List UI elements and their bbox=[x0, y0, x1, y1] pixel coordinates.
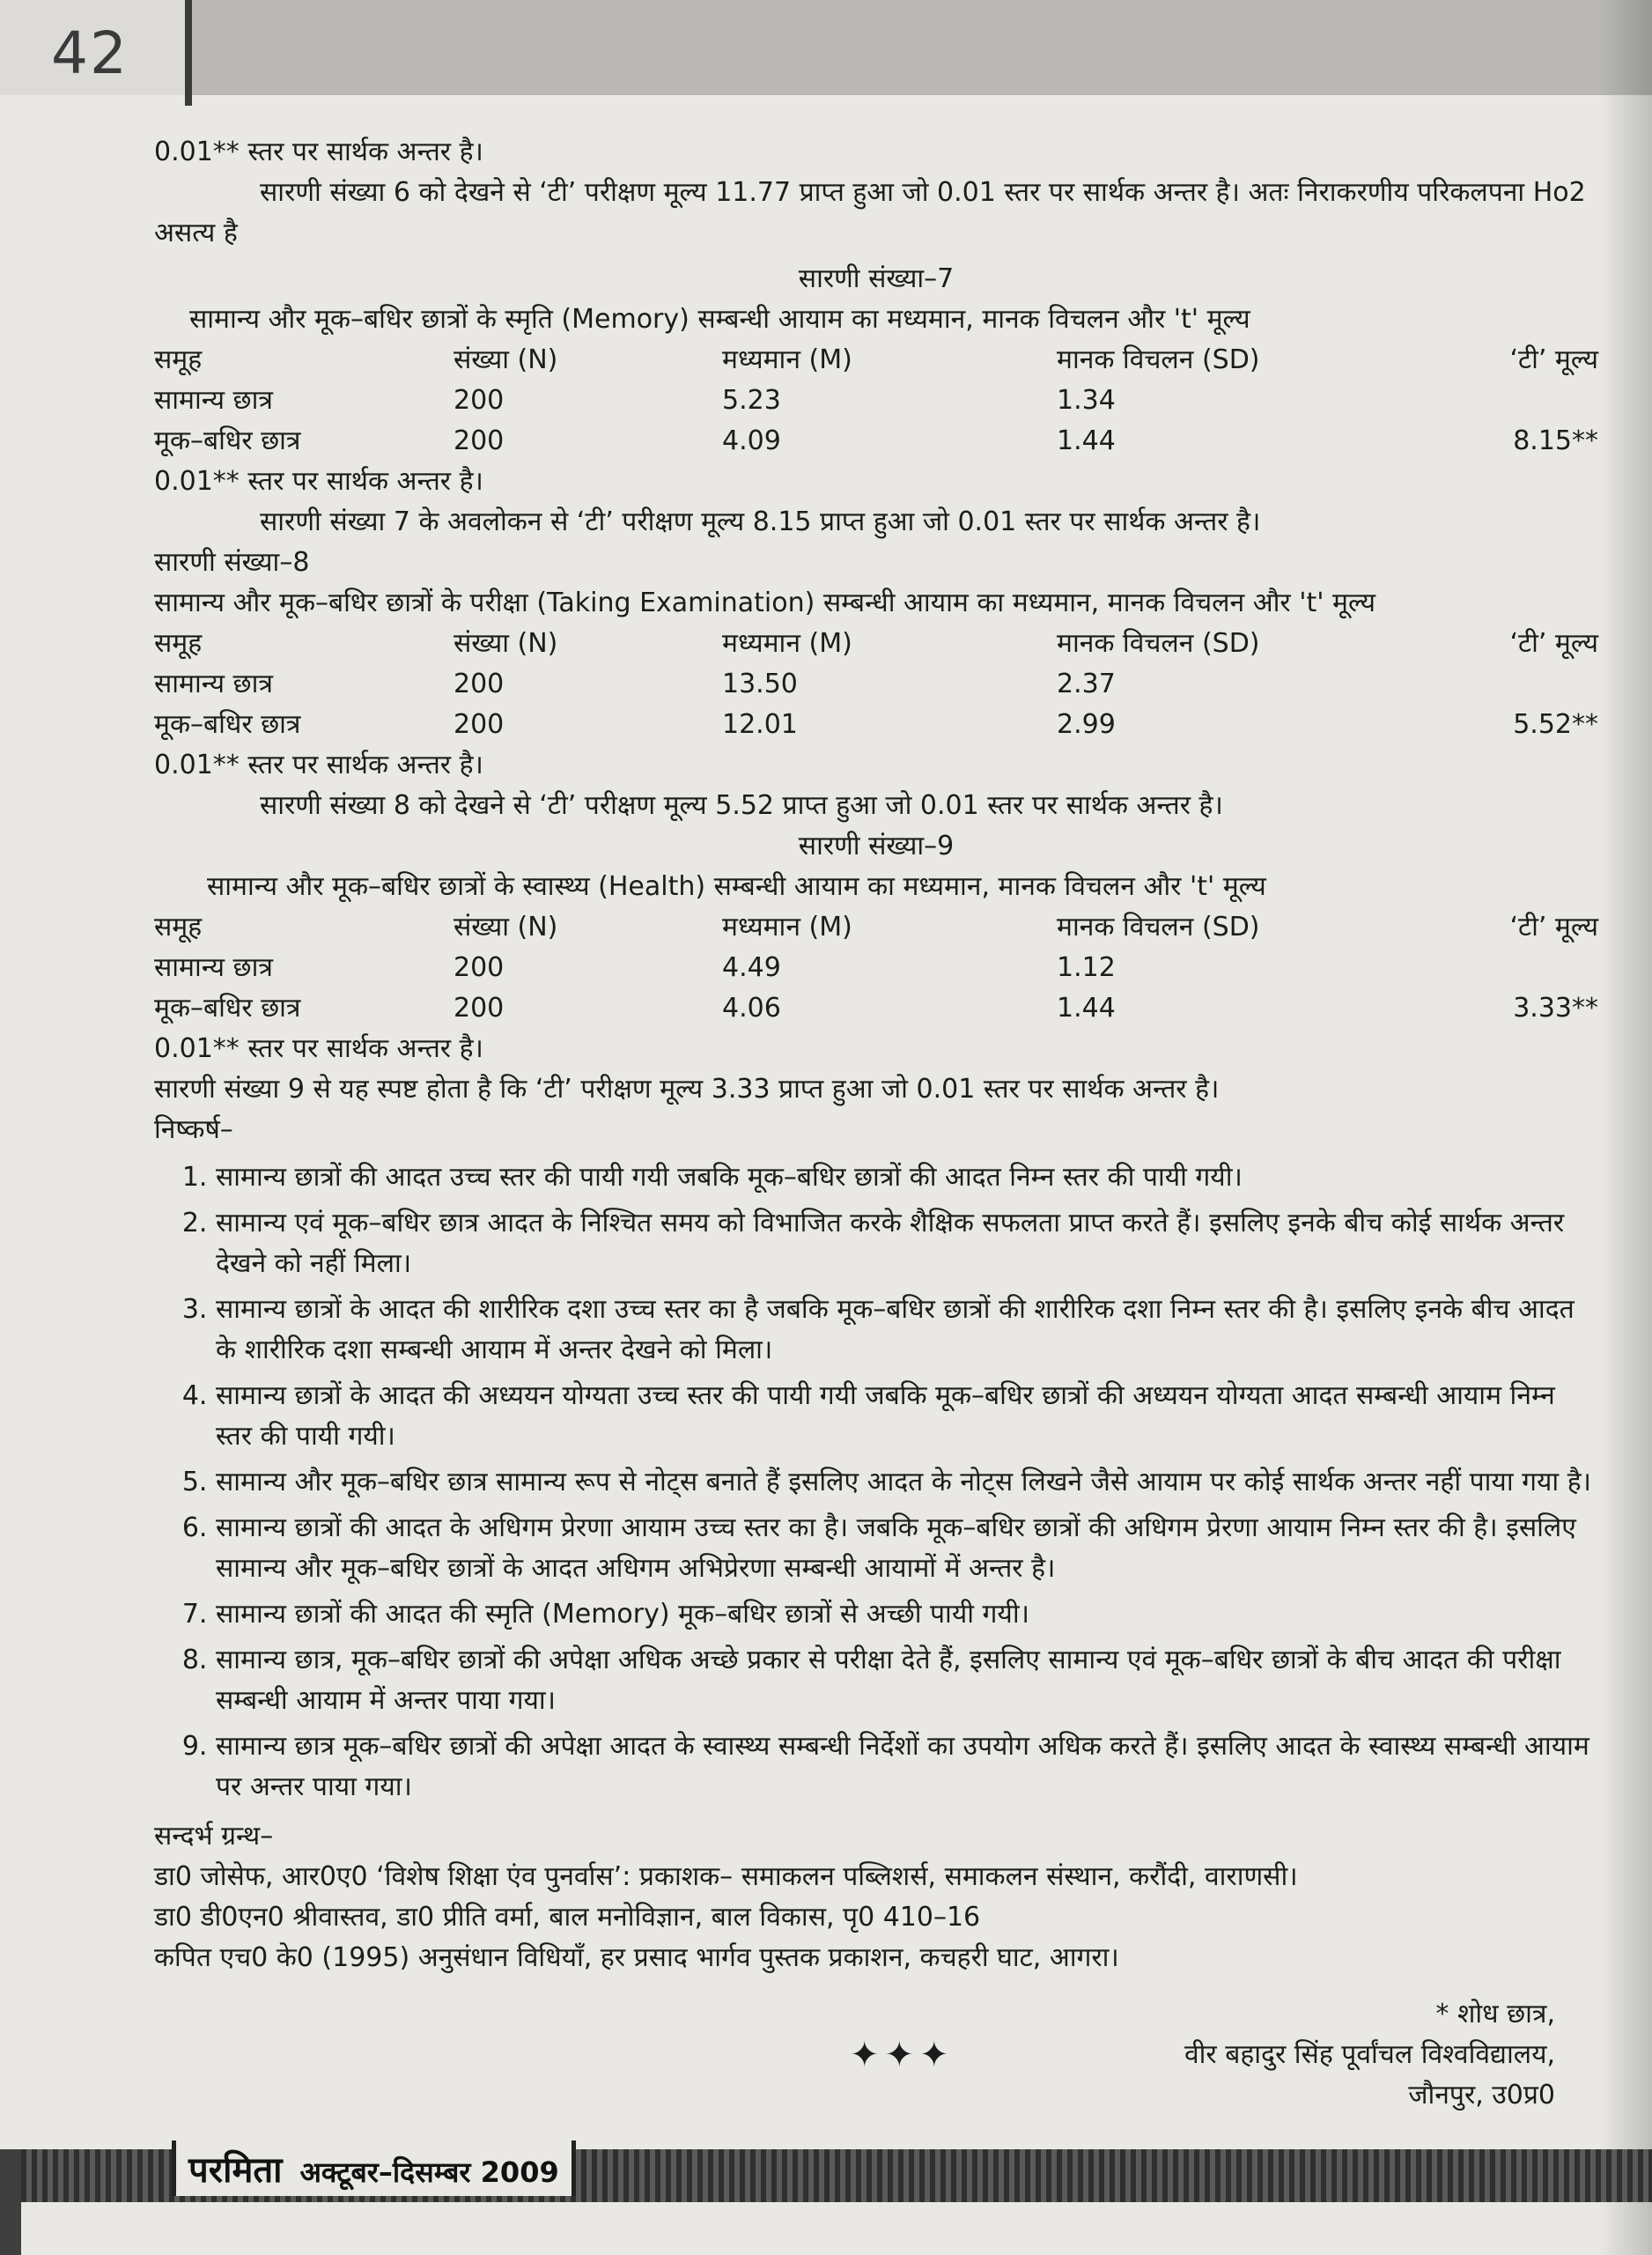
header-sd: मानक विचलन (SD) bbox=[1057, 628, 1260, 659]
cell-group: मूक–बधिर छात्र bbox=[154, 425, 301, 456]
cell-t bbox=[1427, 948, 1598, 988]
header-sd: मानक विचलन (SD) bbox=[1057, 344, 1260, 375]
header-t: ‘टी’ मूल्य bbox=[1509, 912, 1598, 943]
table-row bbox=[154, 381, 1598, 421]
footer-corner bbox=[0, 2149, 21, 2255]
table-header-row bbox=[154, 624, 1598, 664]
affiliation-role: * शोध छात्र, bbox=[1435, 1999, 1555, 2030]
author-affiliation bbox=[1184, 1994, 1555, 2116]
table-8 bbox=[154, 624, 1598, 745]
cell-n: 200 bbox=[454, 993, 505, 1024]
table-8-finding: सारणी संख्या 8 को देखने से ‘टी’ परीक्षण मूल्य 5.52 प्राप्त हुआ जो 0.01 स्तर पर सार्थक अन्तर है। bbox=[260, 790, 1223, 821]
header-mean: मध्यमान (M) bbox=[722, 344, 852, 375]
affiliation-city: जौनपुर, उ0प्र0 bbox=[1408, 2080, 1555, 2111]
cell-sd: 1.12 bbox=[1057, 952, 1116, 983]
header-sd: मानक विचलन (SD) bbox=[1057, 912, 1260, 943]
cell-sd: 2.37 bbox=[1057, 669, 1116, 699]
journal-issue: अक्टूबर–दिसम्बर 2009 bbox=[299, 2155, 559, 2189]
reference-item: डा0 डी0एन0 श्रीवास्तव, डा0 प्रीति वर्मा, बाल मनोविज्ञान, बाल विकास, पृ0 410–16 bbox=[154, 1902, 981, 1933]
journal-name: परमिता bbox=[188, 2150, 283, 2191]
cell-mean: 13.50 bbox=[722, 669, 798, 699]
table-7-sig-note: 0.01** स्तर पर सार्थक अन्तर है। bbox=[154, 466, 483, 497]
header-group: समूह bbox=[154, 912, 203, 943]
header-t: ‘टी’ मूल्य bbox=[1509, 344, 1598, 375]
list-item: 7. सामान्य छात्रों की आदत की स्मृति (Memory) मूक–बधिर छात्रों से अच्छी पायी गयी। bbox=[216, 1594, 1598, 1635]
table-row bbox=[154, 988, 1598, 1029]
table-row bbox=[154, 664, 1598, 705]
list-item: 5. सामान्य और मूक–बधिर छात्र सामान्य रूप से नोट्स बनाते हैं इसलिए आदत के नोट्स लिखने जैसे आयाम पर कोई सार्थक अन्तर नहीं पाया गया है। bbox=[216, 1462, 1598, 1503]
cell-group: मूक–बधिर छात्र bbox=[154, 993, 301, 1024]
cell-t: 5.52** bbox=[1513, 709, 1598, 740]
cell-group: सामान्य छात्र bbox=[154, 952, 273, 983]
table-9-block bbox=[154, 826, 1598, 1110]
header-group: समूह bbox=[154, 628, 203, 659]
table-header-row bbox=[154, 340, 1598, 381]
conclusions-list bbox=[154, 1157, 1598, 1808]
list-item: 6. सामान्य छात्रों की आदत के अधिगम प्रेरणा आयाम उच्च स्तर का है। जबकि मूक–बधिर छात्रों की अधिगम प्रेरणा आयाम निम्न स्तर की है। इसलिए सामान्य और मूक–बधिर छात्रों के आदत अधिगम अभिप्रेरणा सम्बन्धी आयामों में अन्तर है। bbox=[216, 1508, 1598, 1589]
cell-sd: 1.44 bbox=[1057, 425, 1116, 456]
cell-sd: 1.34 bbox=[1057, 385, 1116, 416]
article-body bbox=[154, 132, 1598, 1978]
cell-t bbox=[1427, 664, 1598, 705]
reference-item: कपित एच0 के0 (1995) अनुसंधान विधियाँ, हर प्रसाद भार्गव पुस्तक प्रकाशन, कचहरी घाट, आगरा। bbox=[154, 1942, 1119, 1973]
list-item: 2. सामान्य एवं मूक–बधिर छात्र आदत के निश्चित समय को विभाजित करके शैक्षिक सफलता प्राप्त करते हैं। इसलिए इनके बीच कोई सार्थक अन्तर देखने को नहीं मिला। bbox=[216, 1203, 1598, 1284]
list-item: 9. सामान्य छात्र मूक–बधिर छात्रों की अपेक्षा आदत के स्वास्थ्य सम्बन्धी निर्देशों का उपयोग अधिक करते हैं। इसलिए आदत के स्वास्थ्य सम्बन्धी आयाम पर अन्तर पाया गया। bbox=[216, 1726, 1598, 1808]
conclusions-heading: निष्कर्ष– bbox=[154, 1114, 233, 1145]
cell-group: मूक–बधिर छात्र bbox=[154, 709, 301, 740]
header-t: ‘टी’ मूल्य bbox=[1509, 628, 1598, 659]
table-8-block bbox=[154, 543, 1598, 826]
list-item: 4. सामान्य छात्रों के आदत की अध्ययन योग्यता उच्च स्तर की पायी गयी जबकि मूक–बधिर छात्रों की अध्ययन योग्यता आदत सम्बन्धी आयाम निम्न स्तर की पायी गयी। bbox=[216, 1376, 1598, 1457]
cell-n: 200 bbox=[454, 385, 505, 416]
table-8-number: सारणी संख्या–8 bbox=[154, 547, 310, 578]
cell-t bbox=[1427, 381, 1598, 421]
affiliation-university: वीर बहादुर सिंह पूर्वांचल विश्वविद्यालय, bbox=[1184, 2039, 1555, 2070]
references-heading: सन्दर्भ ग्रन्थ– bbox=[154, 1821, 274, 1852]
header-divider bbox=[185, 0, 192, 106]
table-9-caption: सामान्य और मूक–बधिर छात्रों के स्वास्थ्य (Health) सम्बन्धी आयाम का मध्यमान, मानक विचलन और 't' मूल्य bbox=[207, 871, 1266, 902]
cell-group: सामान्य छात्र bbox=[154, 669, 273, 699]
table-row bbox=[154, 948, 1598, 988]
cell-group: सामान्य छात्र bbox=[154, 385, 273, 416]
cell-mean: 4.09 bbox=[722, 425, 781, 456]
cell-n: 200 bbox=[454, 669, 505, 699]
table-7 bbox=[154, 340, 1598, 462]
table-header-row bbox=[154, 907, 1598, 948]
cell-mean: 5.23 bbox=[722, 385, 781, 416]
intro-paragraph: सारणी संख्या 6 को देखने से ‘टी’ परीक्षण मूल्य 11.77 प्राप्त हुआ जो 0.01 स्तर पर सार्थक अन्तर है। अतः निराकरणीय परिकलपना Ho2 असत्य है bbox=[154, 177, 1586, 248]
header-mean: मध्यमान (M) bbox=[722, 912, 852, 943]
section-ornament: ✦✦✦ bbox=[850, 2035, 955, 2075]
table-9-number: सारणी संख्या–9 bbox=[798, 831, 955, 861]
list-item: 1. सामान्य छात्रों की आदत उच्च स्तर की पायी गयी जबकि मूक–बधिर छात्रों की आदत निम्न स्तर की पायी गयी। bbox=[216, 1157, 1598, 1198]
cell-n: 200 bbox=[454, 709, 505, 740]
cell-t: 3.33** bbox=[1513, 993, 1598, 1024]
table-8-caption: सामान्य और मूक–बधिर छात्रों के परीक्षा (Taking Examination) सम्बन्धी आयाम का मध्यमान, मानक विचलन और 't' मूल्य bbox=[154, 588, 1376, 618]
table-7-caption: सामान्य और मूक–बधिर छात्रों के स्मृति (Memory) सम्बन्धी आयाम का मध्यमान, मानक विचलन और 't' मूल्य bbox=[189, 304, 1250, 335]
header-n: संख्या (N) bbox=[454, 344, 558, 375]
binding-shadow bbox=[1599, 0, 1652, 2255]
header-n: संख्या (N) bbox=[454, 912, 558, 943]
cell-t: 8.15** bbox=[1513, 425, 1598, 456]
header-band bbox=[0, 0, 1652, 95]
table-7-finding: सारणी संख्या 7 के अवलोकन से ‘टी’ परीक्षण मूल्य 8.15 प्राप्त हुआ जो 0.01 स्तर पर सार्थक अन्तर है। bbox=[260, 506, 1261, 537]
page-number: 42 bbox=[51, 19, 129, 87]
cell-mean: 4.49 bbox=[722, 952, 781, 983]
intro-sig-note: 0.01** स्तर पर सार्थक अन्तर है। bbox=[154, 137, 483, 167]
references bbox=[154, 1816, 1598, 1978]
table-9 bbox=[154, 907, 1598, 1029]
table-9-sig-note: 0.01** स्तर पर सार्थक अन्तर है। bbox=[154, 1033, 483, 1064]
list-item: 8. सामान्य छात्र, मूक–बधिर छात्रों की अपेक्षा अधिक अच्छे प्रकार से परीक्षा देते हैं, इसलिए सामान्य एवं मूक–बधिर छात्रों के बीच आदत की परीक्षा सम्बन्धी आयाम में अन्तर पाया गया। bbox=[216, 1640, 1598, 1721]
header-n: संख्या (N) bbox=[454, 628, 558, 659]
cell-n: 200 bbox=[454, 425, 505, 456]
table-row bbox=[154, 421, 1598, 462]
cell-mean: 12.01 bbox=[722, 709, 798, 740]
list-item: 3. सामान्य छात्रों के आदत की शारीरिक दशा उच्च स्तर का है जबकि मूक–बधिर छात्रों की शारीरिक दशा निम्न स्तर की है। इसलिए इनके बीच आदत के शारीरिक दशा सम्बन्धी आयाम में अन्तर देखने को मिला। bbox=[216, 1290, 1598, 1371]
cell-sd: 1.44 bbox=[1057, 993, 1116, 1024]
header-group: समूह bbox=[154, 344, 203, 375]
table-7-block bbox=[154, 259, 1598, 543]
cell-n: 200 bbox=[454, 952, 505, 983]
header-mean: मध्यमान (M) bbox=[722, 628, 852, 659]
reference-item: डा0 जोसेफ, आर0ए0 ‘विशेष शिक्षा एंव पुनर्वास’: प्रकाशक– समाकलन पब्लिशर्स, समाकलन संस्थान, करौंदी, वाराणसी। bbox=[154, 1861, 1298, 1892]
table-9-finding: सारणी संख्या 9 से यह स्पष्ट होता है कि ‘टी’ परीक्षण मूल्य 3.33 प्राप्त हुआ जो 0.01 स्तर पर सार्थक अन्तर है। bbox=[154, 1074, 1220, 1105]
table-8-sig-note: 0.01** स्तर पर सार्थक अन्तर है। bbox=[154, 750, 483, 780]
journal-footer bbox=[172, 2140, 576, 2196]
cell-sd: 2.99 bbox=[1057, 709, 1116, 740]
table-7-number: सारणी संख्या–7 bbox=[798, 263, 955, 294]
table-row bbox=[154, 705, 1598, 745]
cell-mean: 4.06 bbox=[722, 993, 781, 1024]
